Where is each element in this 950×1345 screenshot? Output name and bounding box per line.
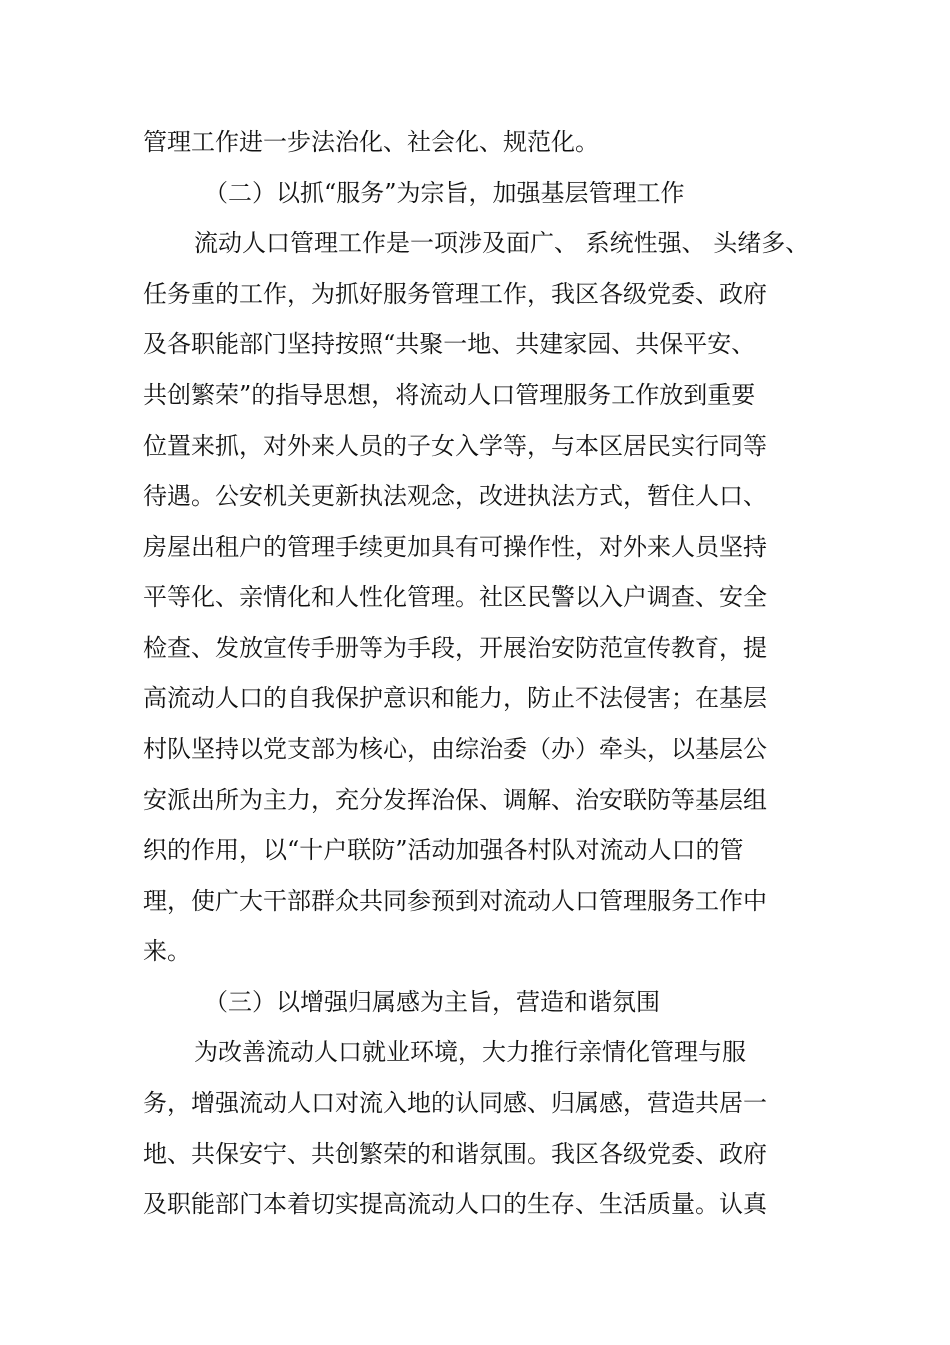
text-line: 待遇。公安机关更新执法观念，改进执法方式，暂住人口、 [143,482,767,510]
text-line: 及职能部门本着切实提高流动人口的生存、生活质量。认真 [143,1190,767,1218]
text-line: 平等化、亲情化和人性化管理。社区民警以入户调查、安全 [143,583,767,611]
text-line: 任务重的工作，为抓好服务管理工作，我区各级党委、政府 [143,280,767,308]
paragraph-first-line: 流动人口管理工作是一项涉及面广、 系统性强、 头绪多、 [194,229,810,257]
section-heading-2: （二）以抓“服务”为宗旨，加强基层管理工作 [204,179,685,207]
text-line: 房屋出租户的管理手续更加具有可操作性，对外来人员坚持 [143,533,767,561]
text-line: 织的作用，以“十户联防”活动加强各村队对流动人口的管 [143,836,744,864]
text-line: 高流动人口的自我保护意识和能力，防止不法侵害；在基层 [143,684,767,712]
text-line: 位置来抓，对外来人员的子女入学等，与本区居民实行同等 [143,432,767,460]
text-line: 地、共保安宁、共创繁荣的和谐氛围。我区各级党委、政府 [143,1140,767,1168]
text-line: 理，使广大干部群众共同参预到对流动人口管理服务工作中 [143,887,767,915]
paragraph-first-line: 为改善流动人口就业环境，大力推行亲情化管理与服 [194,1038,746,1066]
section-heading-3: （三）以增强归属感为主旨，营造和谐氛围 [204,988,660,1016]
text-line: 共创繁荣”的指导思想，将流动人口管理服务工作放到重要 [143,381,756,409]
text-line: 管理工作进一步法治化、社会化、规范化。 [143,128,599,156]
text-line: 及各职能部门坚持按照“共聚一地、共建家园、共保平安、 [143,330,756,358]
text-line: 检查、发放宣传手册等为手段，开展治安防范宣传教育，提 [143,634,767,662]
text-line: 安派出所为主力，充分发挥治保、调解、治安联防等基层组 [143,786,767,814]
text-line: 务，增强流动人口对流入地的认同感、归属感，营造共居一 [143,1089,767,1117]
text-line: 来。 [143,937,191,965]
text-line: 村队坚持以党支部为核心，由综治委（办）牵头，以基层公 [143,735,767,763]
